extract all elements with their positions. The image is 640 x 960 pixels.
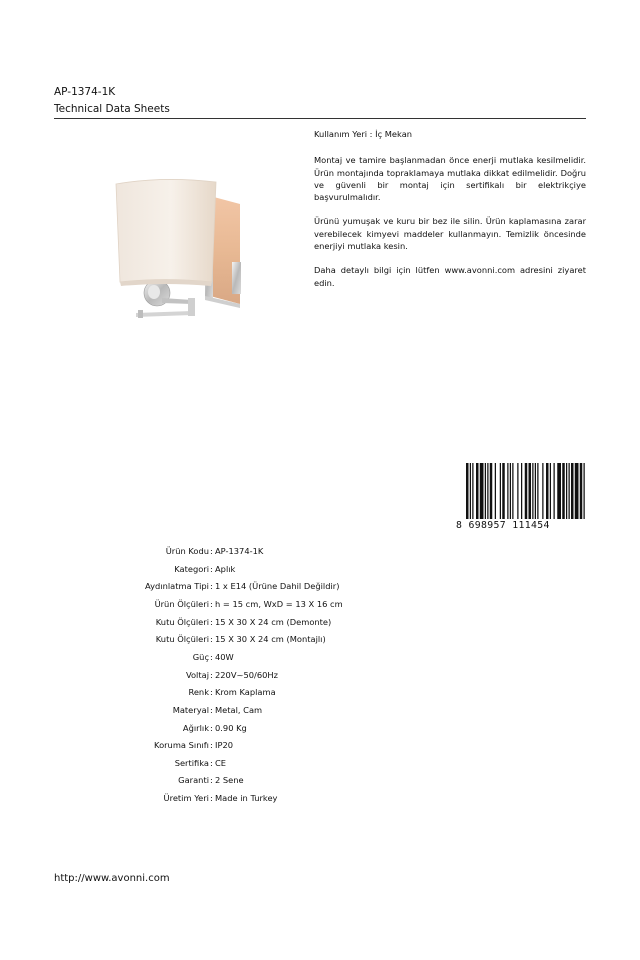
spec-separator: :	[210, 704, 213, 715]
spec-separator: :	[210, 793, 213, 804]
spec-value: 15 X 30 X 24 cm (Montajlı)	[215, 634, 326, 645]
spec-separator: :	[210, 581, 213, 592]
spec-key: Koruma Sınıfı	[154, 740, 209, 751]
spec-key: Ağırlık	[182, 722, 209, 733]
spec-key: Ürün Ölçüleri	[154, 598, 209, 609]
spec-row	[0, 545, 640, 557]
spec-separator: :	[210, 634, 213, 645]
spec-row	[0, 580, 640, 592]
product-code-title: AP-1374-1K	[54, 86, 116, 98]
spec-row	[0, 686, 640, 698]
spec-separator: :	[210, 598, 213, 609]
spec-separator: :	[210, 651, 213, 662]
spec-value: CE	[215, 757, 227, 768]
spec-separator: :	[210, 687, 213, 698]
usage-text: Kullanım Yeri : İç Mekan	[314, 129, 413, 139]
spec-value: 40W	[215, 651, 234, 662]
spec-row	[0, 669, 640, 681]
spec-key: Renk	[188, 687, 209, 698]
sheet-title: Technical Data Sheets	[54, 103, 170, 115]
spec-value: Aplık	[215, 563, 236, 574]
spec-value: 220V~50/60Hz	[215, 669, 278, 680]
spec-separator: :	[210, 546, 213, 556]
spec-value: AP-1374-1K	[215, 546, 264, 556]
spec-key: Üretim Yeri	[163, 793, 209, 804]
footer-website-link[interactable]: http://www.avonni.com	[54, 873, 170, 884]
spec-key: Kutu Ölçüleri	[155, 634, 209, 645]
spec-key: Kategori	[174, 563, 209, 574]
spec-row	[0, 563, 640, 575]
product-image	[112, 178, 257, 323]
spec-value: 0.90 Kg	[215, 722, 247, 733]
more-info-text: Daha detaylı bilgi için lütfen www.avonni.com adresini ziyaret edin.	[314, 265, 586, 288]
spec-row	[0, 774, 640, 786]
spec-separator: :	[210, 740, 213, 751]
barcode	[456, 463, 586, 531]
spec-key: Kutu Ölçüleri	[155, 616, 209, 627]
spec-row	[0, 651, 640, 663]
spec-key: Güç	[192, 651, 209, 662]
spec-row	[0, 598, 640, 610]
spec-key: Garanti	[178, 775, 209, 786]
spec-key: Aydınlatma Tipi	[145, 581, 209, 592]
description-block	[314, 128, 586, 301]
spec-separator: :	[210, 563, 213, 574]
spec-separator: :	[210, 669, 213, 680]
spec-value: Made in Turkey	[215, 793, 278, 804]
spec-separator: :	[210, 616, 213, 627]
cleaning-text: Ürünü yumuşak ve kuru bir bez ile silin. Ürün kaplamasına zarar verebilecek kimyevi maddeler kullanmayın. Temizlik öncesinde enerjiyi mutlaka kesin.	[314, 216, 586, 252]
spec-value: Krom Kaplama	[215, 687, 276, 698]
header-divider	[54, 118, 586, 119]
spec-separator: :	[210, 775, 213, 786]
spec-row	[0, 616, 640, 628]
spec-separator: :	[210, 757, 213, 768]
spec-row	[0, 722, 640, 734]
spec-row	[0, 792, 640, 804]
spec-key: Materyal	[172, 704, 209, 715]
barcode-bars	[466, 463, 586, 519]
spec-value: h = 15 cm, WxD = 13 X 16 cm	[215, 598, 343, 609]
spec-key: Ürün Kodu	[165, 546, 209, 556]
spec-row	[0, 633, 640, 645]
spec-value: 1 x E14 (Ürüne Dahil Değildir)	[215, 581, 340, 592]
spec-row	[0, 739, 640, 751]
spec-row	[0, 757, 640, 769]
spec-separator: :	[210, 722, 213, 733]
spec-value: Metal, Cam	[215, 704, 263, 715]
spec-value: 15 X 30 X 24 cm (Demonte)	[215, 616, 332, 627]
barcode-digits: 8 698957 111454	[456, 520, 550, 531]
spec-key: Sertifika	[174, 757, 209, 768]
installation-text: Montaj ve tamire başlanmadan önce enerji mutlaka kesilmelidir. Ürün montajında topraklamaya mutlaka dikkat edilmelidir. Doğru ve güvenli bir montaj için sertifikalı bir elektrikçiye başvurulmalıdır.	[314, 155, 586, 203]
spec-value: IP20	[215, 740, 234, 751]
spec-value: 2 Sene	[215, 775, 244, 786]
spec-row	[0, 704, 640, 716]
spec-key: Voltaj	[185, 669, 209, 680]
